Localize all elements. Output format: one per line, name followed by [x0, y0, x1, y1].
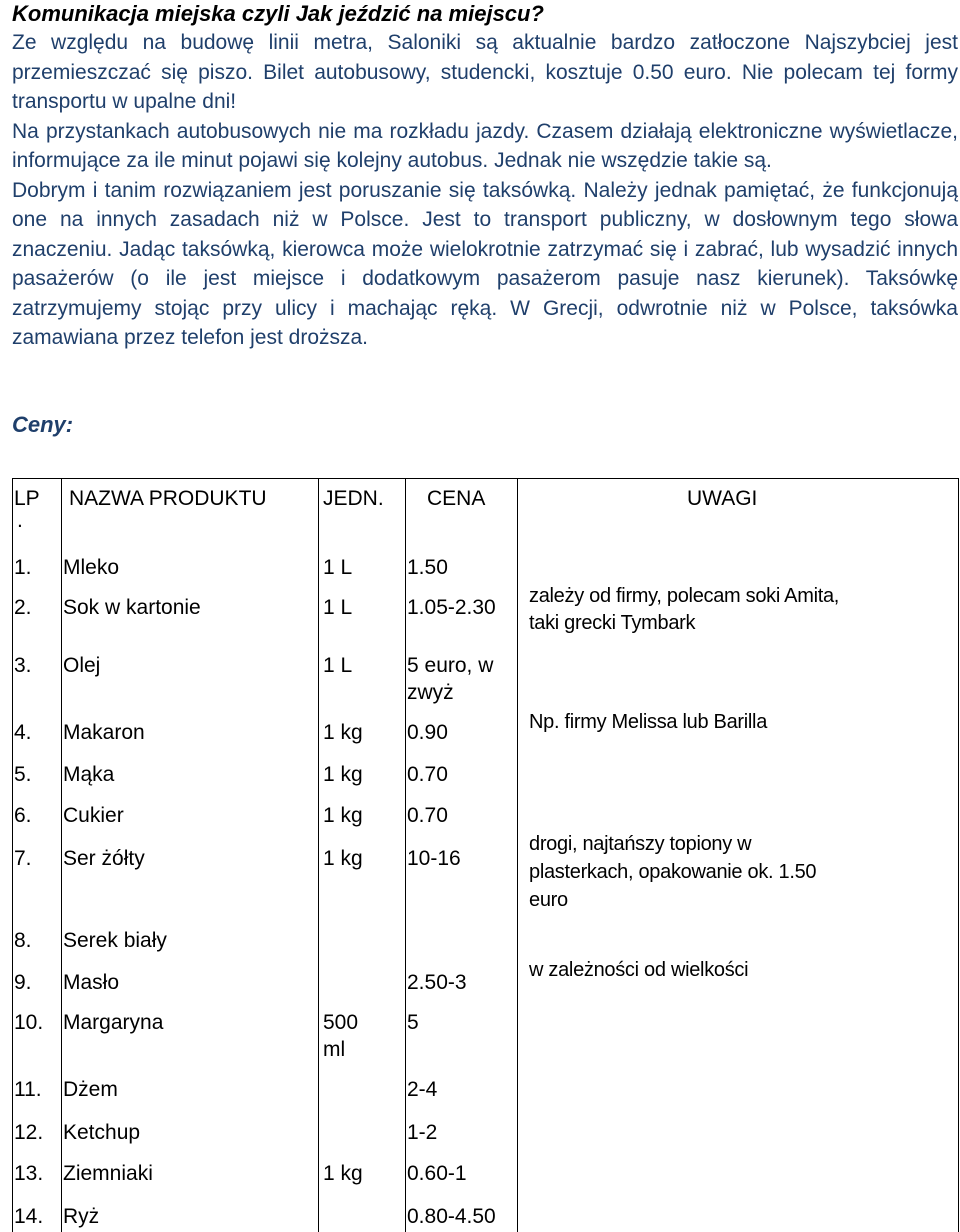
row-name: Dżem [63, 1078, 118, 1101]
row-unit: 1 L [323, 654, 353, 677]
header-unit: JEDN. [323, 487, 384, 510]
row-lp: 7. [14, 847, 32, 870]
row-unit: 1 kg [323, 763, 363, 786]
row-name: Makaron [63, 721, 145, 744]
row-unit: 1 kg [323, 847, 363, 870]
row-lp: 12. [14, 1121, 44, 1144]
row-lp: 6. [14, 804, 32, 827]
note-cheese: drogi, najtańszy topiony w [529, 833, 752, 855]
row-name: Ryż [63, 1205, 100, 1228]
row-lp: 4. [14, 721, 32, 744]
row-name: Masło [63, 971, 120, 994]
row-price: 1-2 [407, 1121, 438, 1144]
row-price: 5 euro, w [407, 654, 494, 677]
row-price: 2-4 [407, 1078, 438, 1101]
row-price: 0.70 [407, 763, 448, 786]
row-lp: 1. [14, 556, 32, 579]
row-name: Olej [63, 654, 101, 677]
row-name: Mleko [63, 556, 120, 579]
row-name: Sok w kartonie [63, 596, 201, 619]
row-price: 2.50-3 [407, 971, 467, 994]
row-unit: 500 [323, 1011, 359, 1034]
row-name: Ser żółty [63, 847, 145, 870]
prices-table [12, 478, 959, 1232]
row-price: 0.70 [407, 804, 448, 827]
row-price: 1.05-2.30 [407, 596, 496, 619]
row-unit: 1 kg [323, 804, 363, 827]
row-lp: 9. [14, 971, 32, 994]
row-lp: 11. [14, 1078, 42, 1101]
row-price: 0.80-4.50 [407, 1205, 496, 1228]
row-unit: 1 kg [323, 721, 363, 744]
row-lp: 8. [14, 929, 32, 952]
header-notes: UWAGI [687, 487, 758, 510]
paragraph-bus-stops: Na przystankach autobusowych nie ma rozkładu jazdy. Czasem działają elektroniczne wyświetlacze, informujące za ile minut pojawi się kolejny autobus. Jednak nie wszędzie takie są. [12, 119, 958, 172]
header-price: CENA [427, 487, 486, 510]
header-lp-dot: . [17, 509, 23, 532]
row-price: 10-16 [407, 847, 461, 870]
note-cheese-cont2: euro [529, 889, 568, 911]
row-lp: 5. [14, 763, 32, 786]
row-price-cont: zwyż [407, 681, 454, 704]
row-lp: 3. [14, 654, 32, 677]
row-unit: 1 L [323, 596, 353, 619]
header-lp: LP [14, 487, 40, 510]
row-lp: 2. [14, 596, 32, 619]
row-unit: 1 L [323, 556, 353, 579]
row-price: 5 [407, 1011, 419, 1034]
note-cheese-cont: plasterkach, opakowanie ok. 1.50 [529, 861, 817, 883]
note-butter: w zależności od wielkości [529, 959, 749, 981]
prices-heading: Ceny: [12, 412, 74, 437]
paragraph-metro: Ze względu na budowę linii metra, Saloniki są aktualnie bardzo zatłoczone Najszybciej jest przemieszczać się piszo. Bilet autobusowy, studencki, kosztuje 0.50 euro. Nie polecam tej formy transportu w upalne dni! [12, 31, 958, 113]
row-name: Ketchup [63, 1121, 141, 1144]
row-lp: 10. [14, 1011, 44, 1034]
row-unit: 1 kg [323, 1162, 363, 1185]
note-juice: zależy od firmy, polecam soki Amita, [529, 585, 840, 607]
document-page [12, 0, 958, 1228]
row-price: 1.50 [407, 556, 448, 579]
note-juice-cont: taki grecki Tymbark [529, 612, 696, 634]
row-lp: 14. [14, 1205, 44, 1228]
page-title: Komunikacja miejska czyli Jak jeździć na miejscu? [12, 1, 544, 26]
row-name: Ziemniaki [63, 1162, 153, 1185]
row-name: Cukier [63, 804, 124, 827]
row-price: 0.90 [407, 721, 448, 744]
paragraph-taxi: Dobrym i tanim rozwiązaniem jest poruszanie się taksówką. Należy jednak pamiętać, że funkcjonują one na innych zasadach niż w Polsce. Jest to transport publiczny, w dosłownym tego słowa znaczeniu. Jadąc taksówką, kierowca może wielokrotnie zatrzymać się i zabrać, lub wysadzić innych pasażerów (o ile jest miejsce i dodatkowym pasażerom pasuje nasz kierunek). Taksówkę zatrzymujemy stojąc przy ulicy i machając ręką. W Grecji, odwrotnie niż w Polsce, taksówka zamawiana przez telefon jest droższa. [12, 178, 958, 349]
row-lp: 13. [14, 1162, 44, 1185]
note-pasta: Np. firmy Melissa lub Barilla [529, 711, 768, 733]
row-name: Mąka [63, 763, 115, 786]
row-unit-cont: ml [323, 1038, 346, 1061]
header-name: NAZWA PRODUKTU [69, 487, 267, 510]
row-name: Margaryna [63, 1011, 164, 1034]
row-name: Serek biały [63, 929, 167, 952]
row-price: 0.60-1 [407, 1162, 467, 1185]
